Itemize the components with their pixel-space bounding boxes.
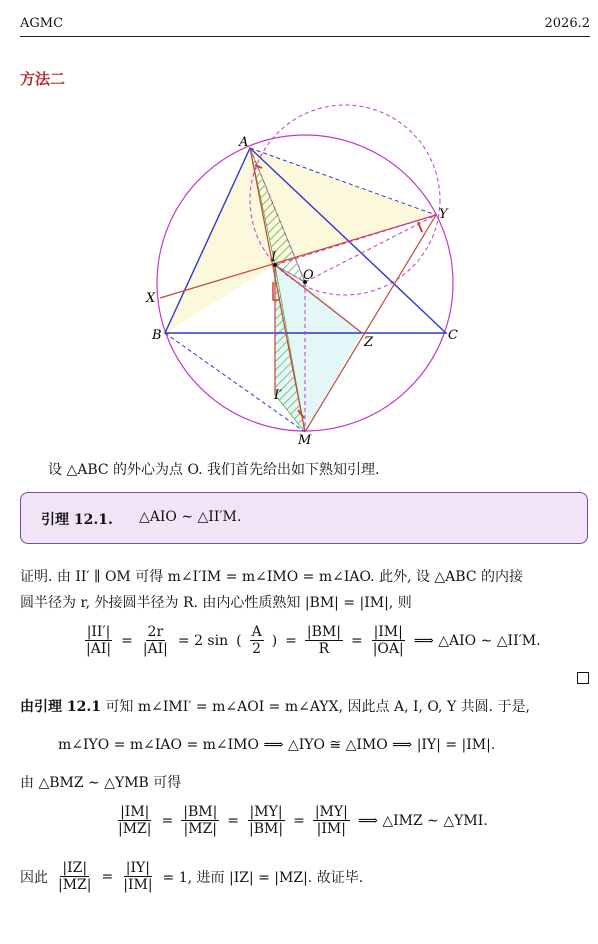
equation-2: m∠IYO = m∠IAO = m∠IMO ⟹ △IYO ≅ △IMO ⟹ |IY| = |IM|. (58, 737, 496, 753)
final-tail: = 1, 进而 |IZ| = |MZ|. 故证毕. (162, 869, 364, 886)
label-o: O (303, 268, 314, 283)
proof-line-2: 圆半径为 r, 外接圆半径为 R. 由内心性质熟知 |BM| = |IM|, 则 (20, 595, 412, 611)
header-right: 2026.2 (544, 16, 590, 31)
eq1-frac-1: $\frac{|II'|}{|AI|}$ (86, 624, 112, 657)
label-x: X (146, 291, 156, 306)
eq3-frac-1: $\frac{|IM|}{|MZ|}$ (118, 804, 152, 837)
label-iprime: I′ (274, 388, 283, 403)
final-lead: 因此 (20, 869, 48, 886)
lemma-statement: △AIO ∼ △II′M. (139, 509, 242, 525)
header-left: AGMC (20, 16, 64, 31)
geometry-figure (0, 0, 598, 460)
final-equation: 因此 $\frac{|IZ|}{|MZ|}$ = $\frac{|IY|}{|IM|}$ = 1, 进而 |IZ| = |MZ|. 故证毕. (20, 860, 364, 893)
bmz-line: 由 △BMZ ∼ △YMB 可得 (20, 775, 182, 791)
lemma-title: 引理 12.1. (41, 512, 113, 528)
eq1-frac-5: $\frac{|IM|}{|OA|}$ (372, 624, 404, 657)
from-lemma-rest: 可知 m∠IMI′ = m∠AOI = m∠AYX, 因此点 A, I, O, Y 共圆. 于是, (105, 699, 531, 715)
label-m: M (298, 433, 312, 448)
eq3-frac-2: $\frac{|BM|}{|MZ|}$ (183, 804, 218, 837)
eq1-frac-4: $\frac{|BM|}{R}$ (306, 624, 341, 657)
label-b: B (152, 328, 162, 343)
section-title: 方法二 (20, 70, 66, 88)
from-lemma-line (20, 697, 530, 717)
eq1-frac-2: $\frac{2r}{|AI|}$ (142, 624, 168, 657)
label-i: I (271, 250, 277, 265)
equation-1: $\frac{|II'|}{|AI|}$ = $\frac{2r}{|AI|}$ = 2 sin ( $\frac{A}{2}$ ) = $\frac{|BM|}{R}$ = $\frac{|IM|}{|OA|}$ ⟹ △AIO ∼ △II′M. (86, 624, 541, 657)
eq3-frac-4: $\frac{|MY|}{|IM|}$ (314, 804, 348, 837)
final-frac-1: $\frac{|IZ|}{|MZ|}$ (58, 860, 92, 893)
eq1-tail: ⟹ △AIO ∼ △II′M. (413, 632, 541, 649)
eq3-frac-3: $\frac{|MY|}{|BM|}$ (249, 804, 284, 837)
intro-text: 设 △ABC 的外心为点 O. 我们首先给出如下熟知引理. (48, 462, 380, 478)
label-c: C (448, 328, 458, 343)
eq3-tail: ⟹ △IMZ ∼ △YMI. (357, 812, 488, 829)
label-z: Z (364, 335, 374, 350)
eq1-frac-3: $\frac{A}{2}$ (251, 624, 262, 657)
qed-box (577, 672, 589, 684)
label-y: Y (439, 207, 448, 222)
equation-3: $\frac{|IM|}{|MZ|}$ = $\frac{|BM|}{|MZ|}$ = $\frac{|MY|}{|BM|}$ = $\frac{|MY|}{|IM|}$ ⟹ △IMZ ∼ △YMI. (118, 804, 488, 837)
label-a: A (239, 135, 249, 150)
final-frac-2: $\frac{|IY|}{|IM|}$ (123, 860, 153, 893)
proof-line-1: 证明. 由 II′ ∥ OM 可得 m∠I′IM = m∠IMO = m∠IAO. 此外, 设 △ABC 的内接 (20, 569, 524, 585)
lemma-box (20, 492, 588, 544)
lemma-reference: 由引理 12.1 (20, 699, 101, 715)
eq1-mid: = 2 sin (177, 632, 229, 649)
